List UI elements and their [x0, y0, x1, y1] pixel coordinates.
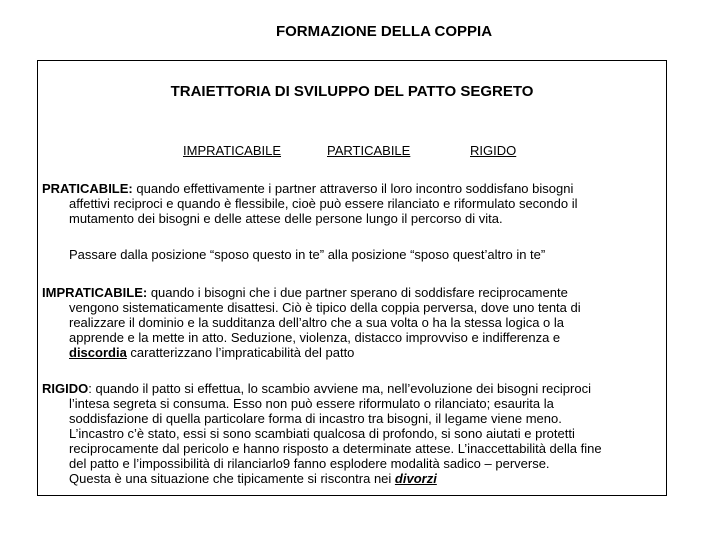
impraticabile-label: IMPRATICABILE:: [42, 285, 148, 300]
option-impraticabile: IMPRATICABILE: [183, 143, 282, 158]
impraticabile-line-5-rest: caratterizzano l’impraticabilità del patto: [126, 345, 355, 360]
praticabile-line-2: affettivi reciproci e quando è flessibile, cioè può essere rilanciato e riformulato secondo il: [69, 196, 578, 211]
rigido-paragraph: [42, 381, 642, 486]
divorzi-term: divorzi: [394, 471, 437, 486]
option-rigido: RIGIDO: [470, 143, 517, 158]
praticabile-note: Passare dalla posizione “sposo questo in te” alla posizione “sposo quest’altro in te”: [69, 247, 546, 262]
rigido-line-2: l’intesa segreta si consuma. Esso non può essere riformulato o rilanciato; esaurita la: [69, 396, 554, 411]
impraticabile-line-3: realizzare il dominio e la sudditanza dell’altro che a sua volta o ha la stessa logica o la: [69, 315, 565, 330]
praticabile-line-1: quando effettivamente i partner attraverso il loro incontro soddisfano bisogni: [132, 181, 574, 196]
rigido-line-6: del patto e l’impossibilità di rilanciarlo9 fanno esplodere modalità sadico – perverse.: [69, 456, 550, 471]
impraticabile-line-5: [42, 345, 642, 360]
rigido-line-7: [42, 471, 642, 486]
rigido-label: RIGIDO: [42, 381, 89, 396]
page-title: FORMAZIONE DELLA COPPIA: [275, 23, 493, 40]
praticabile-line-3: mutamento dei bisogni e delle attese delle persone lungo il percorso di vita.: [69, 211, 503, 226]
content-box: [37, 60, 667, 496]
impraticabile-paragraph: [42, 285, 642, 360]
option-particabile: PARTICABILE: [327, 143, 411, 158]
praticabile-paragraph: [42, 181, 642, 226]
praticabile-label: PRATICABILE:: [42, 181, 133, 196]
rigido-line-7-text: Questa è una situazione che tipicamente si riscontra nei: [69, 471, 395, 486]
rigido-line-3: soddisfazione di quella particolare forma di incastro tra bisogni, il legame viene meno.: [69, 411, 562, 426]
rigido-line-4: L’incastro c’è stato, essi si sono scambiati qualcosa di profondo, si sono aiutati e protetti: [69, 426, 575, 441]
rigido-line-5: reciprocamente dal pericolo e hanno risposto a determinate attese. L’inaccettabilità della fine: [69, 441, 602, 456]
impraticabile-line-2: vengono sistematicamente disattesi. Ciò è tipico della coppia perversa, dove uno tenta di: [69, 300, 581, 315]
rigido-line-1: : quando il patto si effettua, lo scambio avviene ma, nell’evoluzione dei bisogni reciproci: [88, 381, 591, 396]
box-title: TRAIETTORIA DI SVILUPPO DEL PATTO SEGRETO: [170, 83, 534, 100]
impraticabile-line-1: quando i bisogni che i due partner sperano di soddisfare reciprocamente: [147, 285, 568, 300]
impraticabile-line-4: apprende e la mette in atto. Seduzione, violenza, distacco improvviso e indifferenza e: [69, 330, 561, 345]
discordia-term: discordia: [69, 345, 127, 360]
